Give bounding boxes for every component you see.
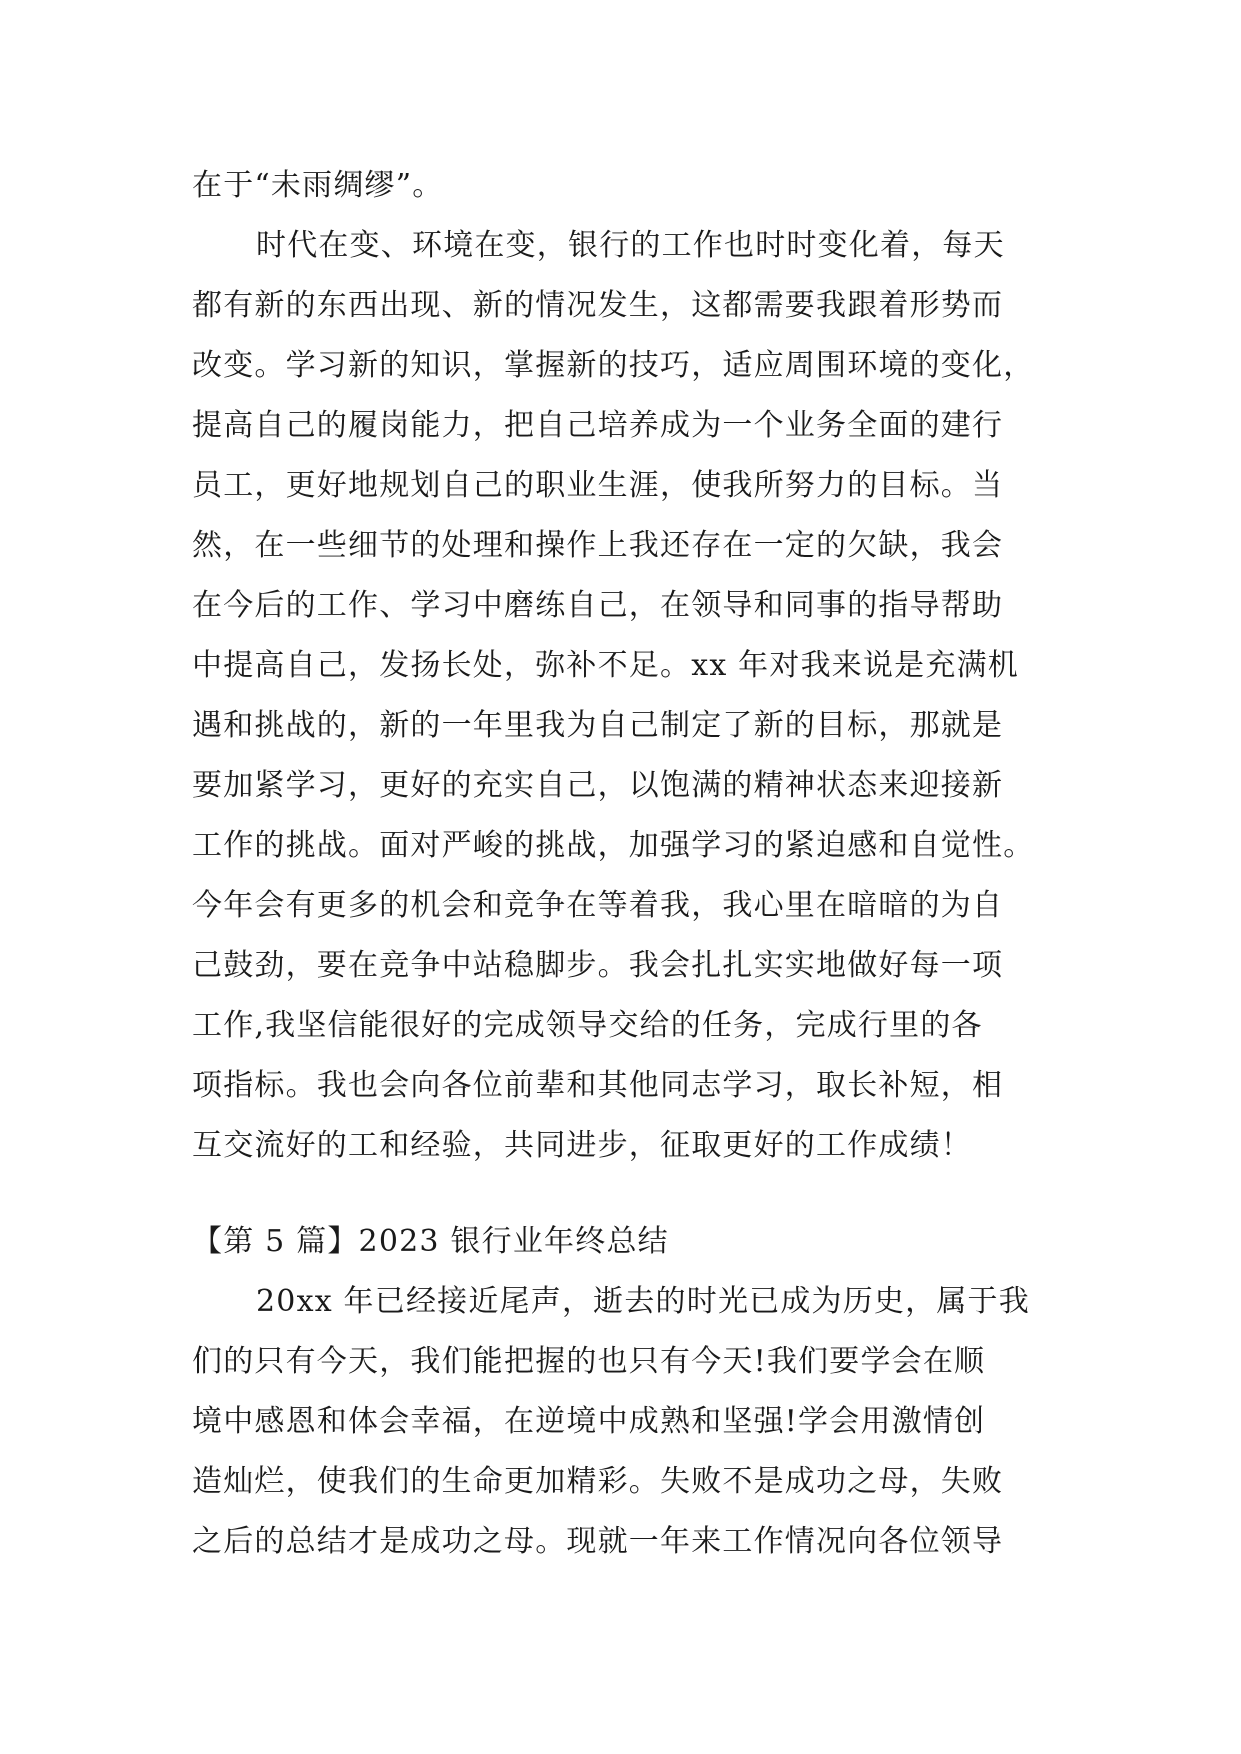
text-line: 互交流好的工和经验，共同进步，征取更好的工作成绩！ (192, 1128, 972, 1163)
text-line: 改变。学习新的知识，掌握新的技巧，适应周围环境的变化， (192, 348, 1035, 383)
paragraph-first-line: 时代在变、环境在变，银行的工作也时时变化着，每天 (256, 228, 1005, 263)
section-five (192, 1212, 1052, 1572)
text-line: 在于“未雨绸缪”。 (192, 168, 444, 203)
text-line: 境中感恩和体会幸福，在逆境中成熟和坚强!学会用激情创 (192, 1404, 986, 1439)
text-line: 项指标。我也会向各位前辈和其他同志学习，取长补短，相 (192, 1068, 1004, 1103)
text-line: 员工，更好地规划自己的职业生涯，使我所努力的目标。当 (192, 468, 1004, 503)
text-line: 们的只有今天，我们能把握的也只有今天!我们要学会在顺 (192, 1344, 986, 1379)
text-line: 然，在一些细节的处理和操作上我还存在一定的欠缺，我会 (192, 528, 1004, 563)
text-line: 工作,我坚信能很好的完成领导交给的任务，完成行里的各 (192, 1008, 983, 1043)
text-line: 要加紧学习，更好的充实自己，以饱满的精神状态来迎接新 (192, 768, 1004, 803)
paragraph-first-line: 20xx 年已经接近尾声，逝去的时光已成为历史，属于我 (256, 1284, 1030, 1319)
text-line: 造灿烂，使我们的生命更加精彩。失败不是成功之母，失败 (192, 1464, 1004, 1499)
text-line: 在今后的工作、学习中磨练自己，在领导和同事的指导帮助 (192, 588, 1004, 623)
text-line: 己鼓劲，要在竞争中站稳脚步。我会扎扎实实地做好每一项 (192, 948, 1004, 983)
text-line: 今年会有更多的机会和竞争在等着我，我心里在暗暗的为自 (192, 888, 1004, 923)
continuation-text (192, 156, 1052, 1176)
text-line: 提高自己的履岗能力，把自己培养成为一个业务全面的建行 (192, 408, 1004, 443)
text-line: 之后的总结才是成功之母。现就一年来工作情况向各位领导 (192, 1524, 1004, 1559)
text-line: 遇和挑战的，新的一年里我为自己制定了新的目标，那就是 (192, 708, 1004, 743)
text-line: 都有新的东西出现、新的情况发生，这都需要我跟着形势而 (192, 288, 1004, 323)
text-line: 工作的挑战。面对严峻的挑战，加强学习的紧迫感和自觉性。 (192, 828, 1035, 863)
text-line: 中提高自己，发扬长处，弥补不足。xx 年对我来说是充满机 (192, 648, 1019, 683)
section-heading: 【第 5 篇】2023 银行业年终总结 (192, 1224, 669, 1259)
